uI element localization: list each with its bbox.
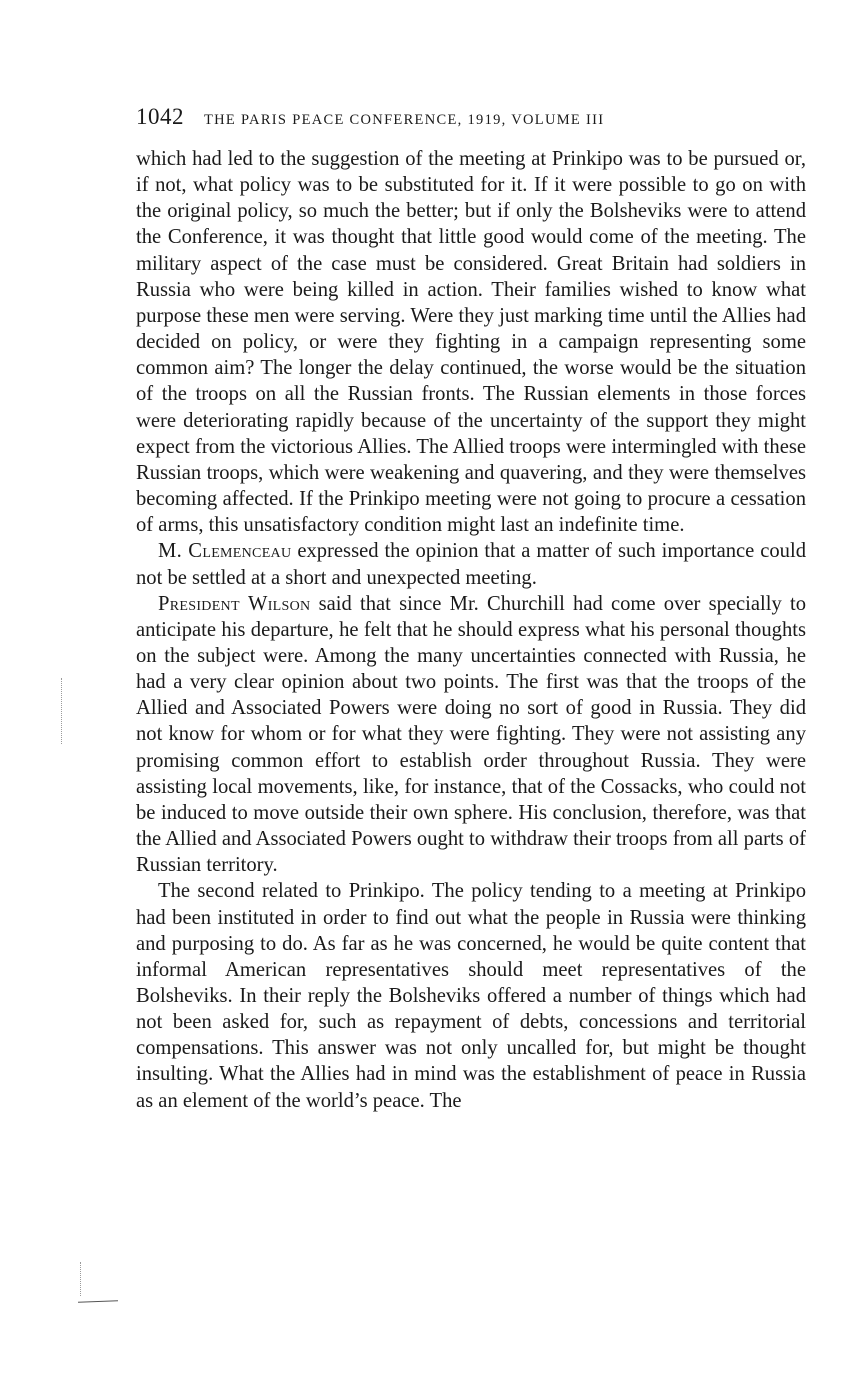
paragraph-prinkipo: The second related to Prinkipo. The policy tending to a meeting at Prinkipo had been instituted in order to find out what the people in Russia were thinking and purposing to do. As far as he was concerned, he would be quite content that informal American representatives should meet representatives of the Bolsheviks. In their reply the Bolsheviks offered a number of things which had not been asked for, such as repayment of debts, concessions and territorial compensations. This answer was not only uncalled for, but might be thought insulting. What the Allies had in mind was the establishment of peace in Russia as an element of the world’s peace. The	[136, 880, 806, 1112]
paragraph-wilson-text: said that since Mr. Churchill had come over specially to anticipate his departure, he felt that he should express what his personal thoughts on the subject were. Among the many uncertainties connected with Russia, he had a very clear opinion about two points. The first was that the troops of the Allied and Associated Powers were doing no sort of good in Russia. They did not know for whom or for what they were fighting. They were not assisting any promising common effort to establish order throughout Russia. They were assisting local movements, like, for instance, that of the Cossacks, who could not be induced to move outside their own sphere. His conclusion, therefore, was that the Allied and Associated Powers ought to withdraw their troops from all parts of Russian territory.	[136, 592, 806, 877]
paragraph-clemenceau	[136, 538, 806, 590]
paragraph-continuation: which had led to the suggestion of the meeting at Prinkipo was to be pursued or, if not, what policy was to be substituted for it. If it were possible to go on with the original policy, so much the better; but if only the Bolsheviks were to attend the Conference, it was thought that little good would come of the meeting. The military aspect of the case must be considered. Great Britain had soldiers in Russia who were being killed in action. Their families wished to know what purpose these men were serving. Were they just marking time until the Allies had decided on policy, or were they fighting in a campaign representing some common aim? The longer the delay continued, the worse would be the situation of the troops on all the Russian fronts. The Russian elements in those forces were deteriorating rapidly because of the uncertainty of the support they might expect from the victorious Allies. The Allied troops were intermingled with these Russian troops, which were weakening and quavering, and they were themselves becoming affected. If the Prinkipo meeting were not going to procure a cessation of arms, this unsatisfactory condition might last an indefinite time.	[136, 148, 806, 537]
margin-mark-lower	[80, 1262, 81, 1296]
speaker-clemenceau: M. Clemenceau	[158, 540, 292, 563]
running-head	[136, 104, 806, 134]
running-title: THE PARIS PEACE CONFERENCE, 1919, VOLUME III	[204, 112, 605, 128]
body-text	[136, 146, 806, 1114]
paragraph-clemenceau-text: expressed the opinion that a matter of such importance could not be settled at a short and unexpected meeting.	[136, 540, 806, 589]
page-number: 1042	[136, 104, 184, 129]
margin-dash	[78, 1300, 118, 1302]
margin-mark-upper	[61, 678, 62, 744]
book-page	[136, 104, 806, 1114]
paragraph-wilson	[136, 591, 806, 879]
speaker-wilson: President Wilson	[158, 592, 311, 615]
